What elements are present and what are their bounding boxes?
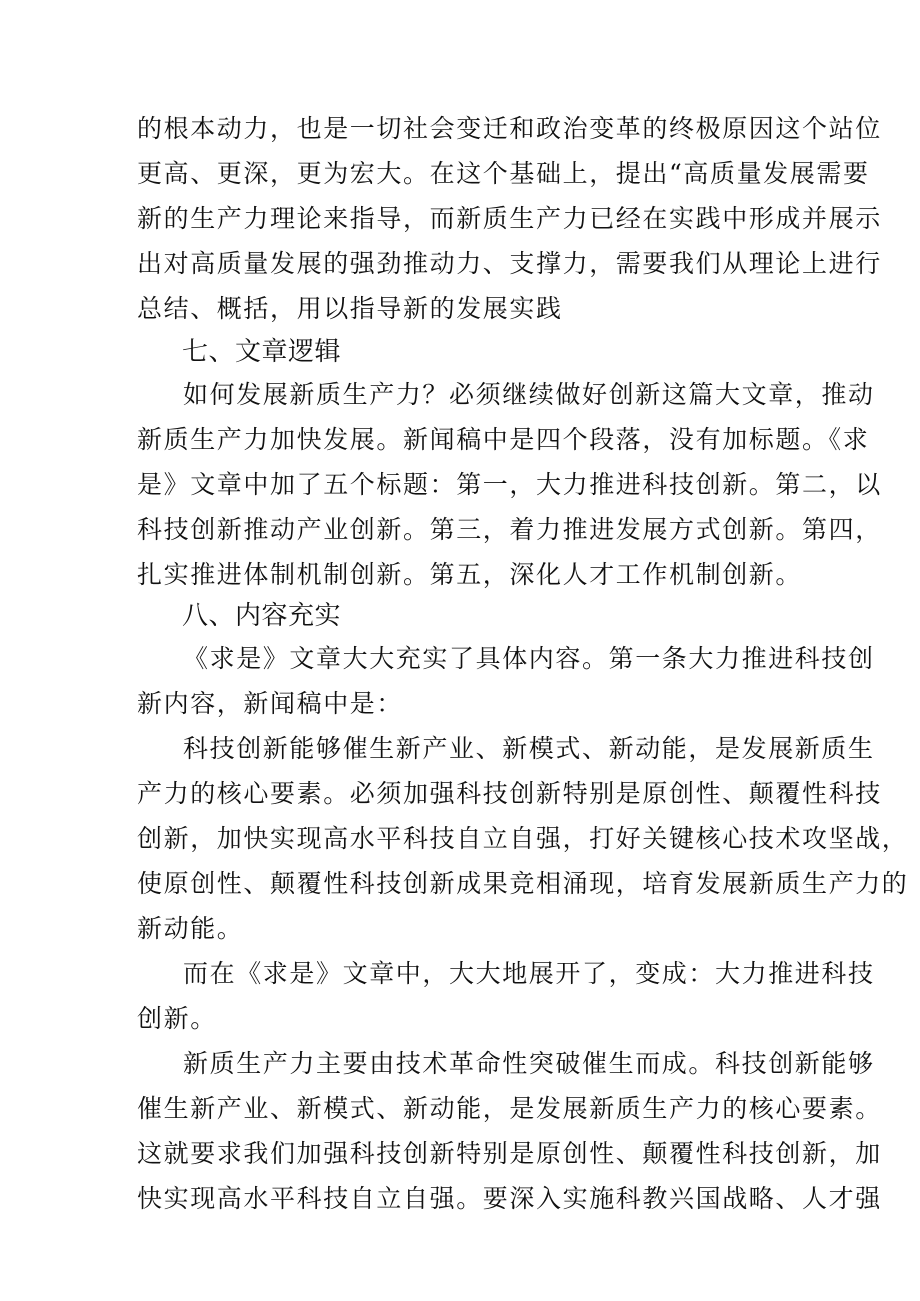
paragraph-line-14: 产力的核心要素。必须加强科技创新特别是原创性、颠覆性科技: [137, 779, 882, 808]
paragraph-line-1: 的根本动力，也是一切社会变迁和政治变革的终极原因这个站位: [137, 114, 882, 143]
paragraph-line-10: 扎实推进体制机制创新。第五，深化人才工作机制创新。: [137, 560, 803, 589]
paragraph-line-8: 是》文章中加了五个标题：第一，大力推进科技创新。第二，以: [137, 470, 882, 499]
paragraph-line-20: 新质生产力主要由技术革命性突破催生而成。科技创新能够: [183, 1049, 875, 1078]
paragraph-line-23: 快实现高水平科技自立自强。要深入实施科教兴国战略、人才强: [137, 1184, 882, 1213]
paragraph-line-15: 创新，加快实现高水平科技自立自强，打好关键核心技术攻坚战，: [137, 824, 909, 853]
paragraph-line-12: 新内容，新闻稿中是：: [137, 689, 404, 718]
paragraph-line-9: 科技创新推动产业创新。第三，着力推进发展方式创新。第四，: [137, 515, 882, 544]
paragraph-line-21: 催生新产业、新模式、新动能，是发展新质生产力的核心要素。: [137, 1094, 882, 1123]
paragraph-line-5: 总结、概括，用以指导新的发展实践: [137, 294, 563, 323]
paragraph-line-19: 创新。: [137, 1004, 217, 1033]
paragraph-line-16: 使原创性、颠覆性科技创新成果竞相涌现，培育发展新质生产力的: [137, 869, 909, 898]
paragraph-line-22: 这就要求我们加强科技创新特别是原创性、颠覆性科技创新，加: [137, 1139, 882, 1168]
paragraph-line-18: 而在《求是》文章中，大大地展开了，变成：大力推进科技: [183, 959, 875, 988]
section-heading-7: 七、文章逻辑: [182, 337, 342, 367]
paragraph-line-2: 更高、更深，更为宏大。在这个基础上，提出“高质量发展需要: [137, 159, 870, 188]
paragraph-line-6: 如何发展新质生产力？必须继续做好创新这篇大文章，推动: [183, 380, 875, 409]
paragraph-line-17: 新动能。: [137, 914, 244, 943]
paragraph-line-3: 新的生产力理论来指导，而新质生产力已经在实践中形成并展示: [137, 204, 882, 233]
paragraph-line-4: 出对高质量发展的强劲推动力、支撑力，需要我们从理论上进行: [137, 249, 882, 278]
paragraph-line-11: 《求是》文章大大充实了具体内容。第一条大力推进科技创: [183, 644, 875, 673]
paragraph-line-7: 新质生产力加快发展。新闻稿中是四个段落，没有加标题。《求: [137, 425, 870, 454]
paragraph-line-13: 科技创新能够催生新产业、新模式、新动能，是发展新质生: [183, 734, 875, 763]
section-heading-8: 八、内容充实: [182, 601, 342, 631]
